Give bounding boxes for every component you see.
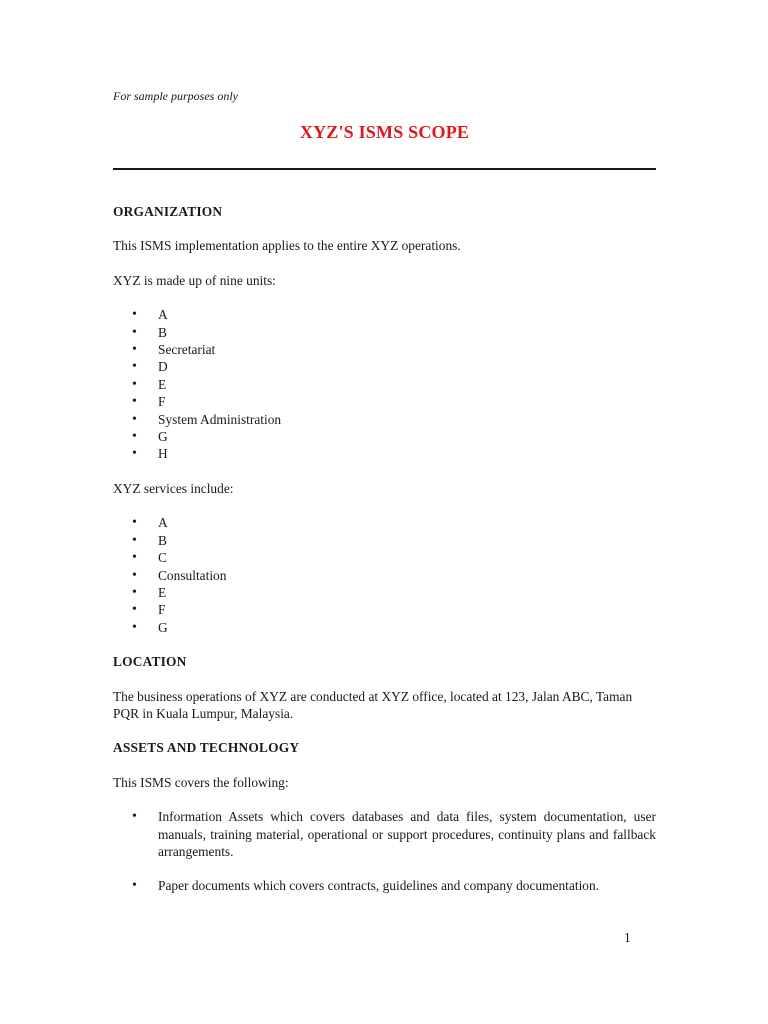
list-item: • Secretariat [113, 341, 656, 358]
sample-note: For sample purposes only [113, 89, 238, 103]
organization-section [113, 203, 656, 636]
list-item: • E [113, 584, 656, 601]
assets-list-2 [113, 877, 656, 894]
location-section [113, 653, 656, 722]
list-item: • A [113, 306, 656, 323]
organization-heading: ORGANIZATION [113, 204, 223, 219]
list-item: • C [113, 549, 656, 566]
units-list [113, 306, 656, 463]
assets-section [113, 739, 656, 894]
list-item: • B [113, 532, 656, 549]
assets-heading: ASSETS AND TECHNOLOGY [113, 740, 300, 756]
services-intro: XYZ services include: [113, 480, 234, 496]
document-title: XYZ'S ISMS SCOPE [299, 122, 470, 142]
list-item: • D [113, 358, 656, 375]
list-item: • Information Assets which covers databases and data files, system documentation, user manuals, training material, operational or support procedures, continuity plans and fallback arrangements. [113, 808, 656, 860]
title-divider [113, 168, 656, 170]
location-heading: LOCATION [113, 654, 187, 670]
page-number: 1 [624, 930, 631, 945]
list-item: • F [113, 601, 656, 618]
list-item: • E [113, 376, 656, 393]
assets-list [113, 808, 656, 860]
list-item: • G [113, 619, 656, 636]
assets-intro: This ISMS covers the following: [113, 774, 289, 790]
document-body [113, 203, 656, 895]
list-item: • G [113, 428, 656, 445]
list-item: • H [113, 445, 656, 462]
list-item: • Paper documents which covers contracts, guidelines and company documentation. [113, 877, 656, 894]
list-item: • B [113, 324, 656, 341]
list-item: • System Administration [113, 411, 656, 428]
location-text: The business operations of XYZ are conducted at XYZ office, located at 123, Jalan ABC, Taman PQR in Kuala Lumpur, Malaysia. [113, 688, 633, 721]
list-item: • A [113, 514, 656, 531]
list-item: • F [113, 393, 656, 410]
list-item: • Consultation [113, 567, 656, 584]
units-intro: XYZ is made up of nine units: [113, 272, 276, 288]
services-list [113, 514, 656, 636]
organization-intro: This ISMS implementation applies to the entire XYZ operations. [113, 238, 461, 254]
